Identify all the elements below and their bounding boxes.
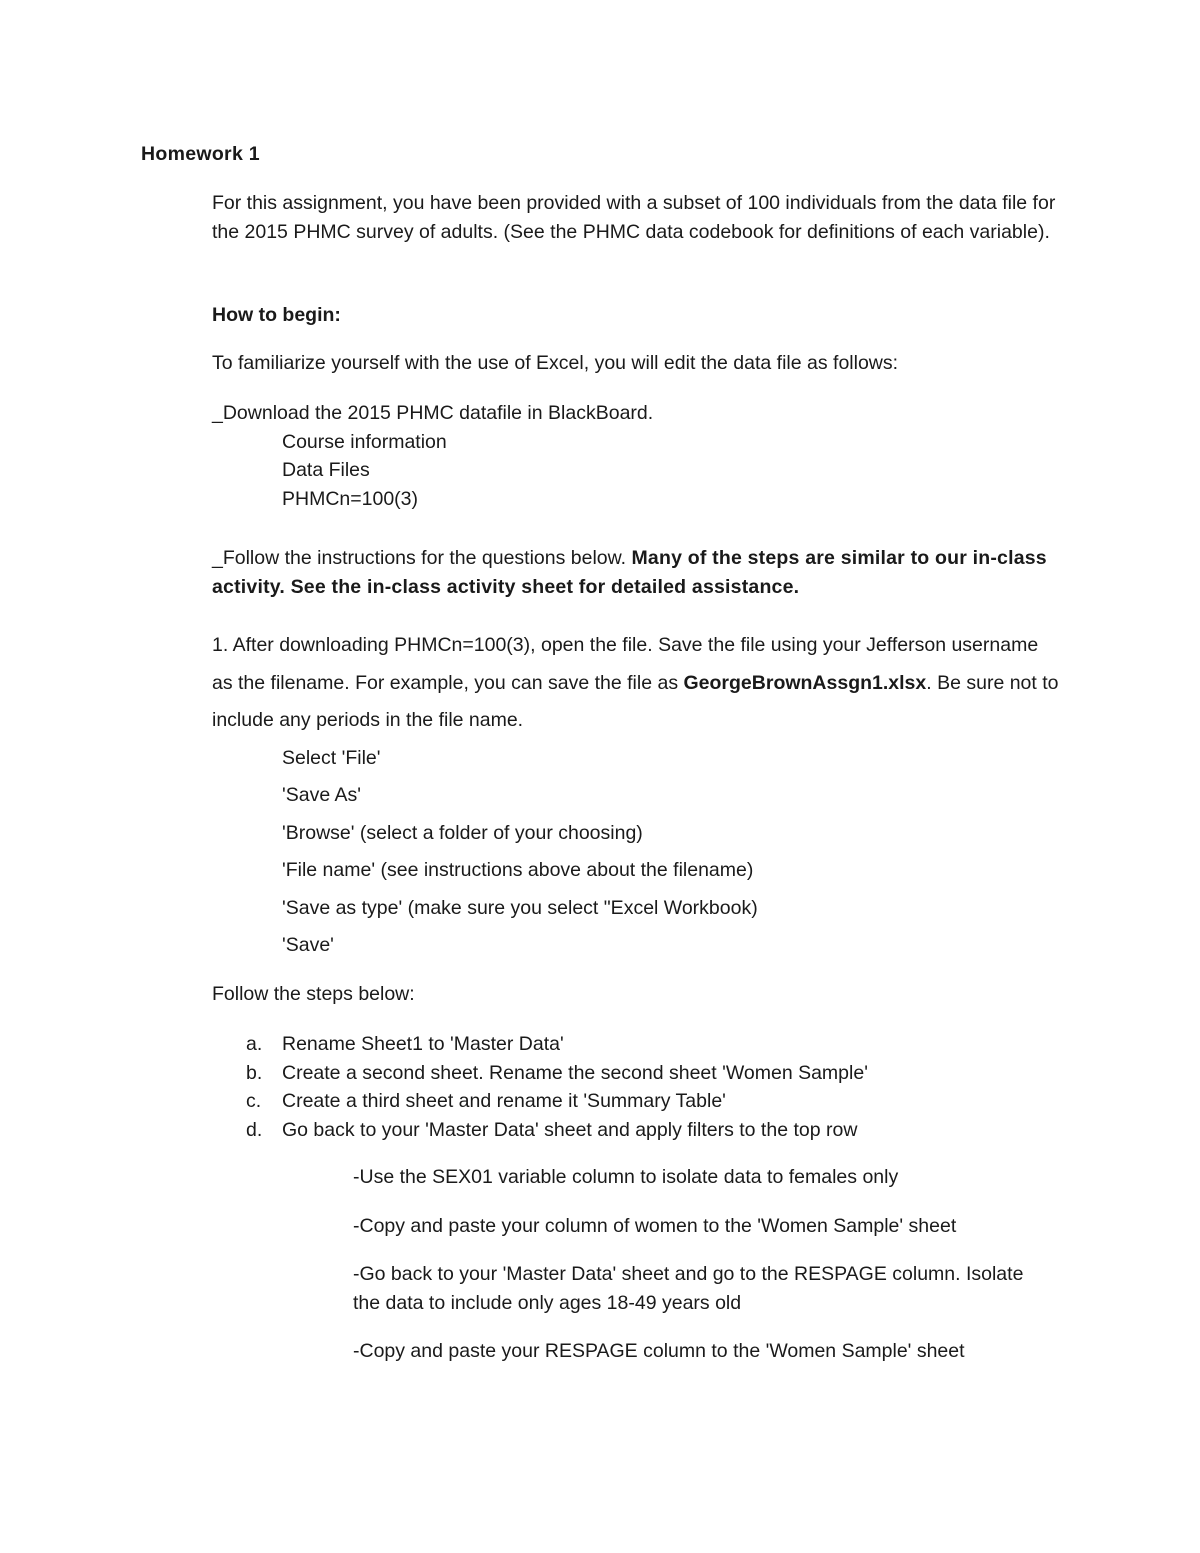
save-substep: 'File name' (see instructions above about the filename) — [282, 859, 754, 881]
download-path-item: Data Files — [282, 459, 370, 481]
lettered-list — [246, 1030, 868, 1144]
step-1-text-a: 1. After downloading PHMCn=100(3), open the file. Save the file using your Jefferson username as the filename. For example, you can save the file as — [212, 634, 1039, 694]
list-item-label: a. — [246, 1033, 263, 1055]
list-item — [246, 1116, 868, 1145]
step-1 — [212, 627, 1062, 965]
download-instructions — [212, 399, 1062, 513]
download-line: _Download the 2015 PHMC datafile in BlackBoard. — [212, 402, 654, 424]
list-item-text: Create a third sheet and rename it 'Summary Table' — [282, 1090, 726, 1112]
list-item-label: c. — [246, 1090, 262, 1112]
step-1-text-b: . Be sure not to include any periods in the file name. — [212, 671, 1059, 731]
follow-instructions-paragraph — [212, 544, 1062, 601]
save-substeps — [212, 740, 1062, 965]
list-item — [246, 1087, 868, 1116]
dash-step: -Copy and paste your column of women to the 'Women Sample' sheet — [353, 1215, 957, 1237]
save-substep: 'Save As' — [282, 784, 361, 806]
list-item-text: Rename Sheet1 to 'Master Data' — [282, 1033, 564, 1055]
save-substep: 'Save as type' (make sure you select "Excel Workbook) — [282, 896, 758, 919]
intro-paragraph: For this assignment, you have been provided with a subset of 100 individuals from the data file for the 2015 PHMC survey of adults. (See the PHMC data codebook for definitions of each variable). — [212, 192, 1056, 243]
list-item-text: Go back to your 'Master Data' sheet and apply filters to the top row — [282, 1118, 858, 1141]
list-item-label: b. — [246, 1061, 263, 1084]
step-1-text — [212, 627, 1062, 740]
list-item — [246, 1059, 868, 1088]
dash-step: -Go back to your 'Master Data' sheet and go to the RESPAGE column. Isolate the data to include only ages 18-49 years old — [353, 1263, 1024, 1314]
list-item-text: Create a second sheet. Rename the second sheet 'Women Sample' — [282, 1061, 868, 1084]
download-path-item: PHMCn=100(3) — [282, 487, 419, 510]
list-item — [246, 1030, 868, 1059]
dash-step: -Use the SEX01 variable column to isolate data to females only — [353, 1166, 899, 1188]
dash-step: -Copy and paste your RESPAGE column to the 'Women Sample' sheet — [353, 1340, 965, 1362]
follow-steps-heading: Follow the steps below: — [212, 983, 415, 1005]
how-to-begin-heading: How to begin: — [212, 304, 341, 326]
save-substep: 'Save' — [282, 934, 334, 956]
example-filename: GeorgeBrownAssgn1.xlsx — [683, 671, 927, 694]
list-item-label: d. — [246, 1118, 263, 1141]
save-substep: Select 'File' — [282, 746, 381, 769]
follow-bold-text: Many of the steps are similar to our in-class activity. See the in-class activity sheet for detailed assistance. — [212, 547, 1047, 598]
familiarize-paragraph: To familiarize yourself with the use of Excel, you will edit the data file as follows: — [212, 352, 899, 374]
download-path-item: Course information — [282, 430, 447, 453]
page-title: Homework 1 — [141, 143, 260, 165]
follow-plain-text: _Follow the instructions for the questions below. — [212, 547, 632, 569]
save-substep: 'Browse' (select a folder of your choosing) — [282, 821, 643, 844]
